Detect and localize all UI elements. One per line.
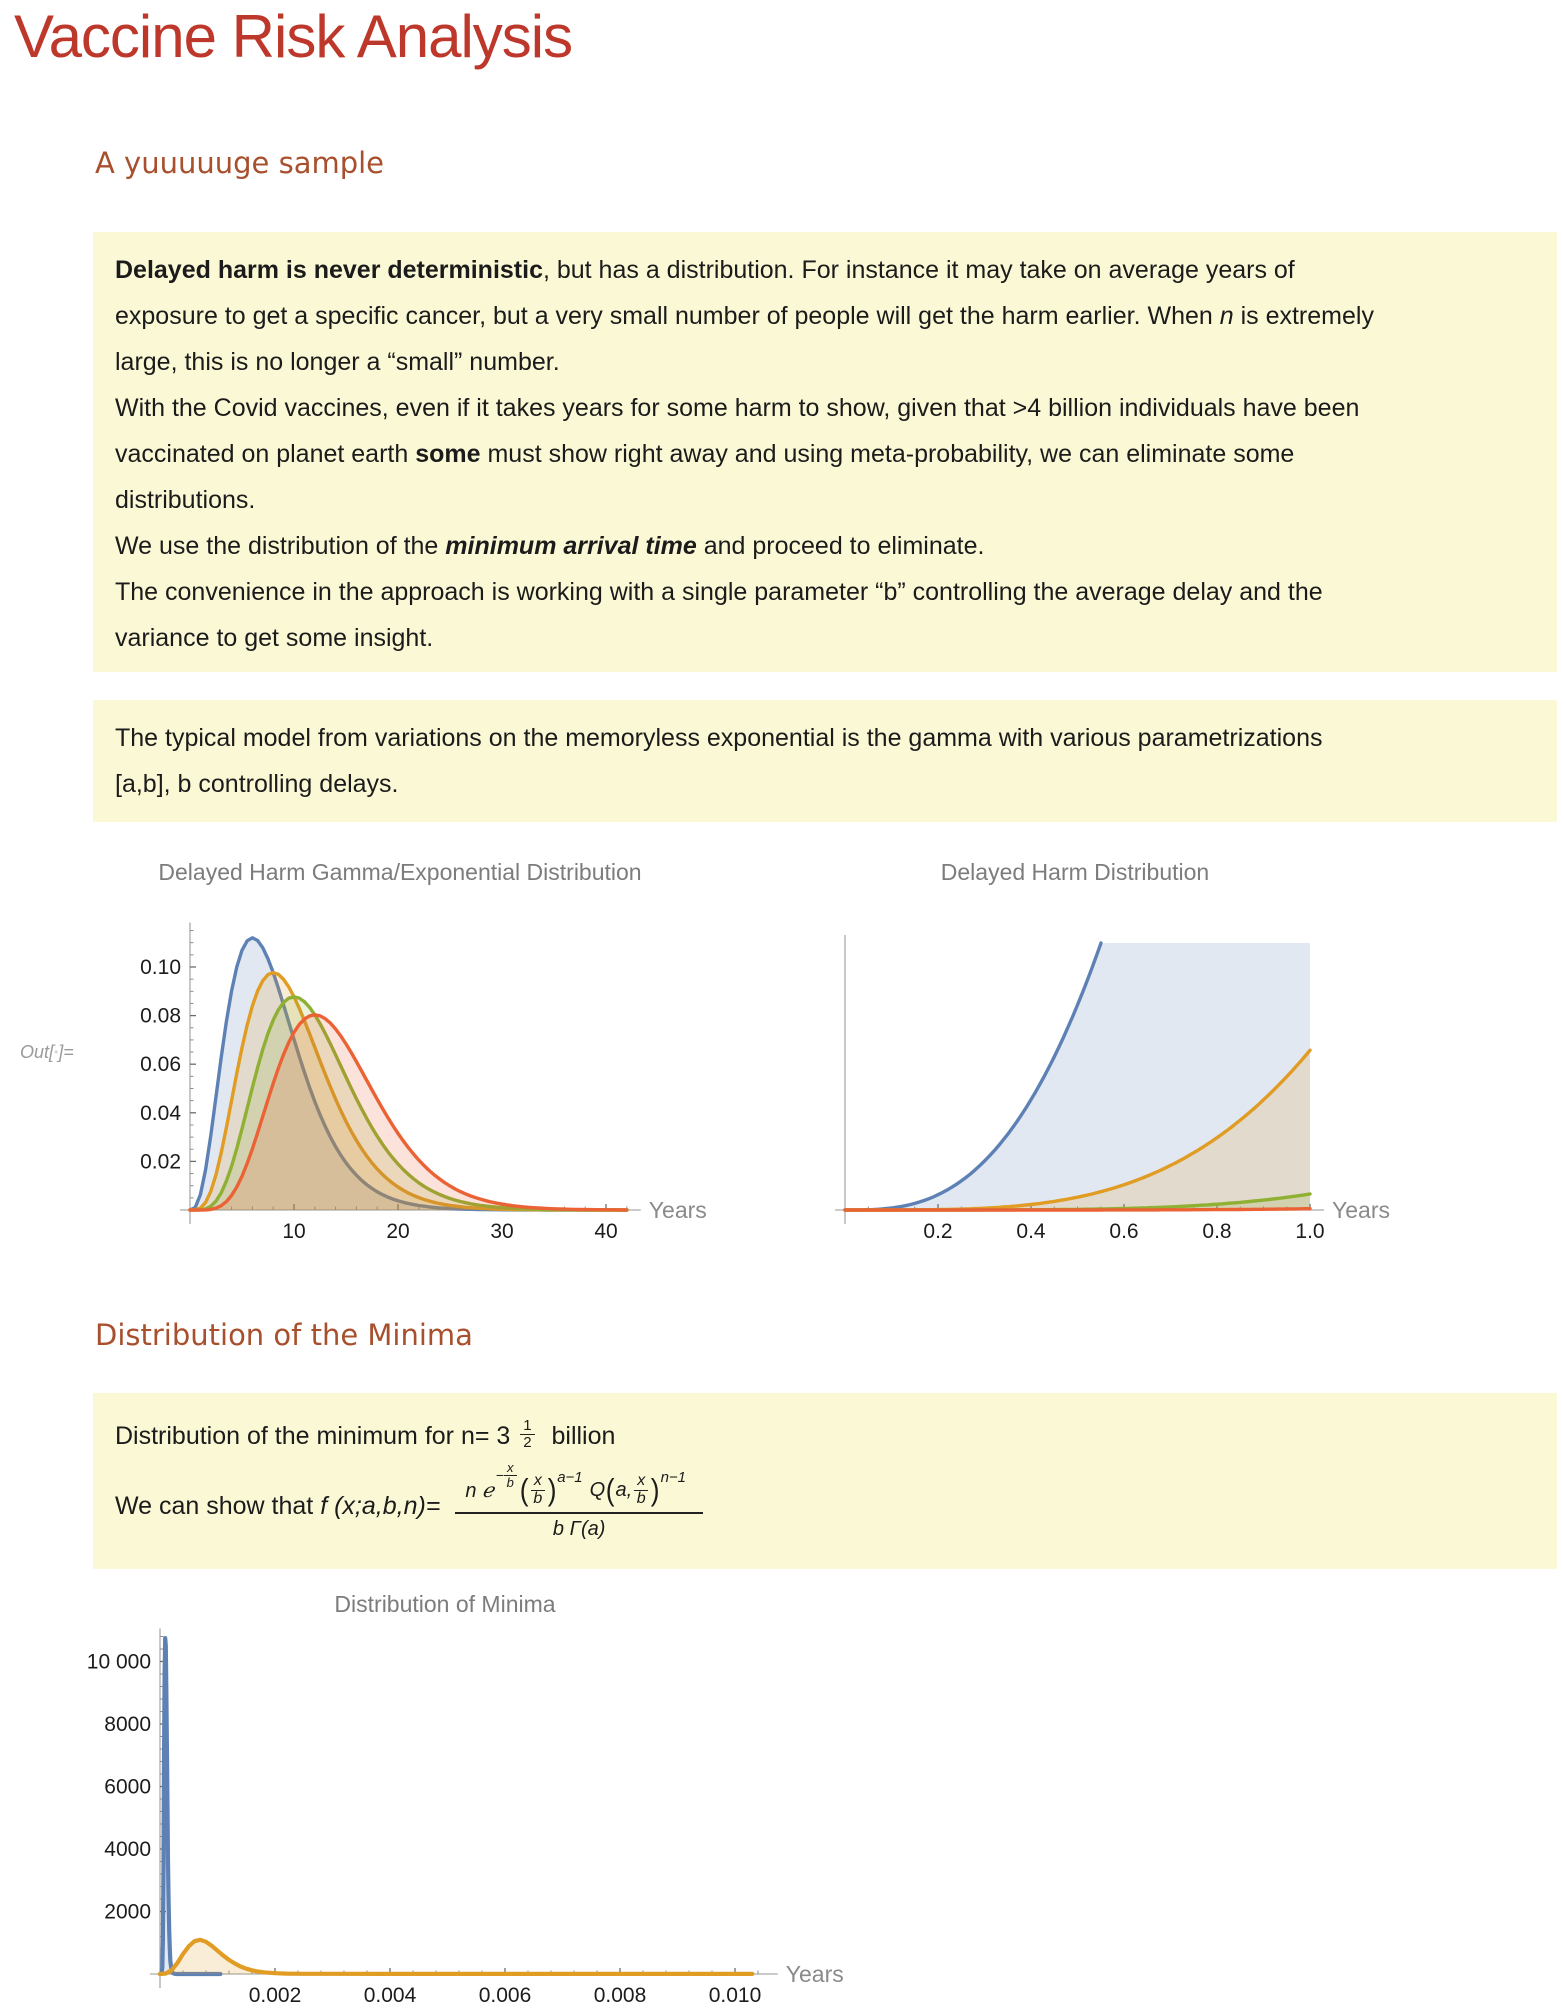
svg-text:0.08: 0.08 <box>140 1004 181 1028</box>
svg-text:0.010: 0.010 <box>708 1984 762 2007</box>
svg-text:0.004: 0.004 <box>363 1984 417 2007</box>
svg-text:0.006: 0.006 <box>478 1984 532 2007</box>
svg-text:0.2: 0.2 <box>923 1220 953 1243</box>
text-line: exposure to get a specific cancer, but a very small number of people will get the harm earlier. When n is extremely <box>115 302 1374 330</box>
svg-text:0.06: 0.06 <box>140 1053 181 1077</box>
text-cell-gamma-model <box>93 700 1557 822</box>
chart-delayed-harm-distribution <box>795 853 1435 1263</box>
text-line: The convenience in the approach is working with a single parameter “b” controlling the average delay and the <box>115 578 1323 606</box>
fraction-one-half: $\frac{1}{2}$ <box>520 1418 534 1451</box>
text-line: With the Covid vaccines, even if it takes years for some harm to show, given that >4 billion individuals have been <box>115 394 1360 422</box>
text-line: distributions. <box>115 486 256 514</box>
text-cell-delayed-harm <box>93 232 1557 672</box>
svg-text:Years: Years <box>1332 1197 1390 1223</box>
minimum-intro-line: Distribution of the minimum for n= 3 $\frac{1}{2}$ billion <box>115 1416 616 1451</box>
svg-text:10 000: 10 000 <box>86 1650 151 1674</box>
text-line: vaccinated on planet earth some must show right away and using meta-probability, we can eliminate some <box>115 440 1295 468</box>
svg-text:6000: 6000 <box>104 1775 151 1799</box>
page-title: Vaccine Risk Analysis <box>14 3 573 70</box>
section-heading-sample: A yuuuuuge sample <box>95 146 385 180</box>
text-line: [a,b], b controlling delays. <box>115 770 399 798</box>
text-line: variance to get some insight. <box>115 624 434 652</box>
formula-line: We can show that f (x;a,b,n)= n ℯ − $\frac{x}{b}$ ( $\frac{x}{b}$ ) a−1 Q ( a, $\frac{x}{b}$ ) n−1 b Γ(a) <box>115 1472 1535 1541</box>
text-cell-minimum-formula <box>93 1393 1557 1569</box>
text-line: Delayed harm is never deterministic, but has a distribution. For instance it may take on average years of <box>115 256 1295 284</box>
chart-delayed-harm-gamma-exponential <box>100 853 720 1263</box>
svg-text:20: 20 <box>386 1220 410 1243</box>
svg-text:8000: 8000 <box>104 1713 151 1736</box>
svg-text:Years: Years <box>648 1197 707 1223</box>
section-heading-minima: Distribution of the Minima <box>95 1318 473 1352</box>
svg-text:Delayed Harm Gamma/Exponential: Delayed Harm Gamma/Exponential Distribution <box>158 859 642 885</box>
svg-text:Distribution of Minima: Distribution of Minima <box>334 1591 556 1617</box>
svg-text:1.0: 1.0 <box>1295 1220 1325 1243</box>
text-line: We use the distribution of the minimum arrival time and proceed to eliminate. <box>115 532 985 560</box>
svg-text:0.4: 0.4 <box>1016 1220 1046 1243</box>
svg-text:40: 40 <box>594 1220 618 1243</box>
svg-text:Delayed Harm Distribution: Delayed Harm Distribution <box>940 859 1210 885</box>
svg-text:0.002: 0.002 <box>248 1984 302 2007</box>
text-line: large, this is no longer a “small” number. <box>115 348 560 376</box>
svg-text:0.10: 0.10 <box>140 956 181 979</box>
svg-text:0.04: 0.04 <box>140 1101 181 1125</box>
svg-text:Years: Years <box>785 1961 844 1987</box>
svg-text:0.008: 0.008 <box>593 1984 647 2007</box>
svg-text:30: 30 <box>490 1220 514 1243</box>
text-line: The typical model from variations on the memoryless exponential is the gamma with various parametrizations <box>115 724 1323 752</box>
svg-text:0.6: 0.6 <box>1109 1220 1139 1243</box>
svg-text:0.8: 0.8 <box>1202 1220 1232 1243</box>
placeholder-dot-icon: • <box>54 1045 59 1059</box>
svg-text:2000: 2000 <box>104 1900 151 1924</box>
svg-text:4000: 4000 <box>104 1838 151 1861</box>
svg-text:0.02: 0.02 <box>140 1150 181 1174</box>
out-label: Out[•]= <box>20 1042 74 1062</box>
svg-text:10: 10 <box>282 1220 306 1243</box>
chart-distribution-of-minima <box>45 1588 855 2010</box>
formula-fraction: n ℯ − $\frac{x}{b}$ ( $\frac{x}{b}$ ) a−1 Q ( a, $\frac{x}{b}$ ) n−1 b Γ(a) <box>455 1472 703 1541</box>
